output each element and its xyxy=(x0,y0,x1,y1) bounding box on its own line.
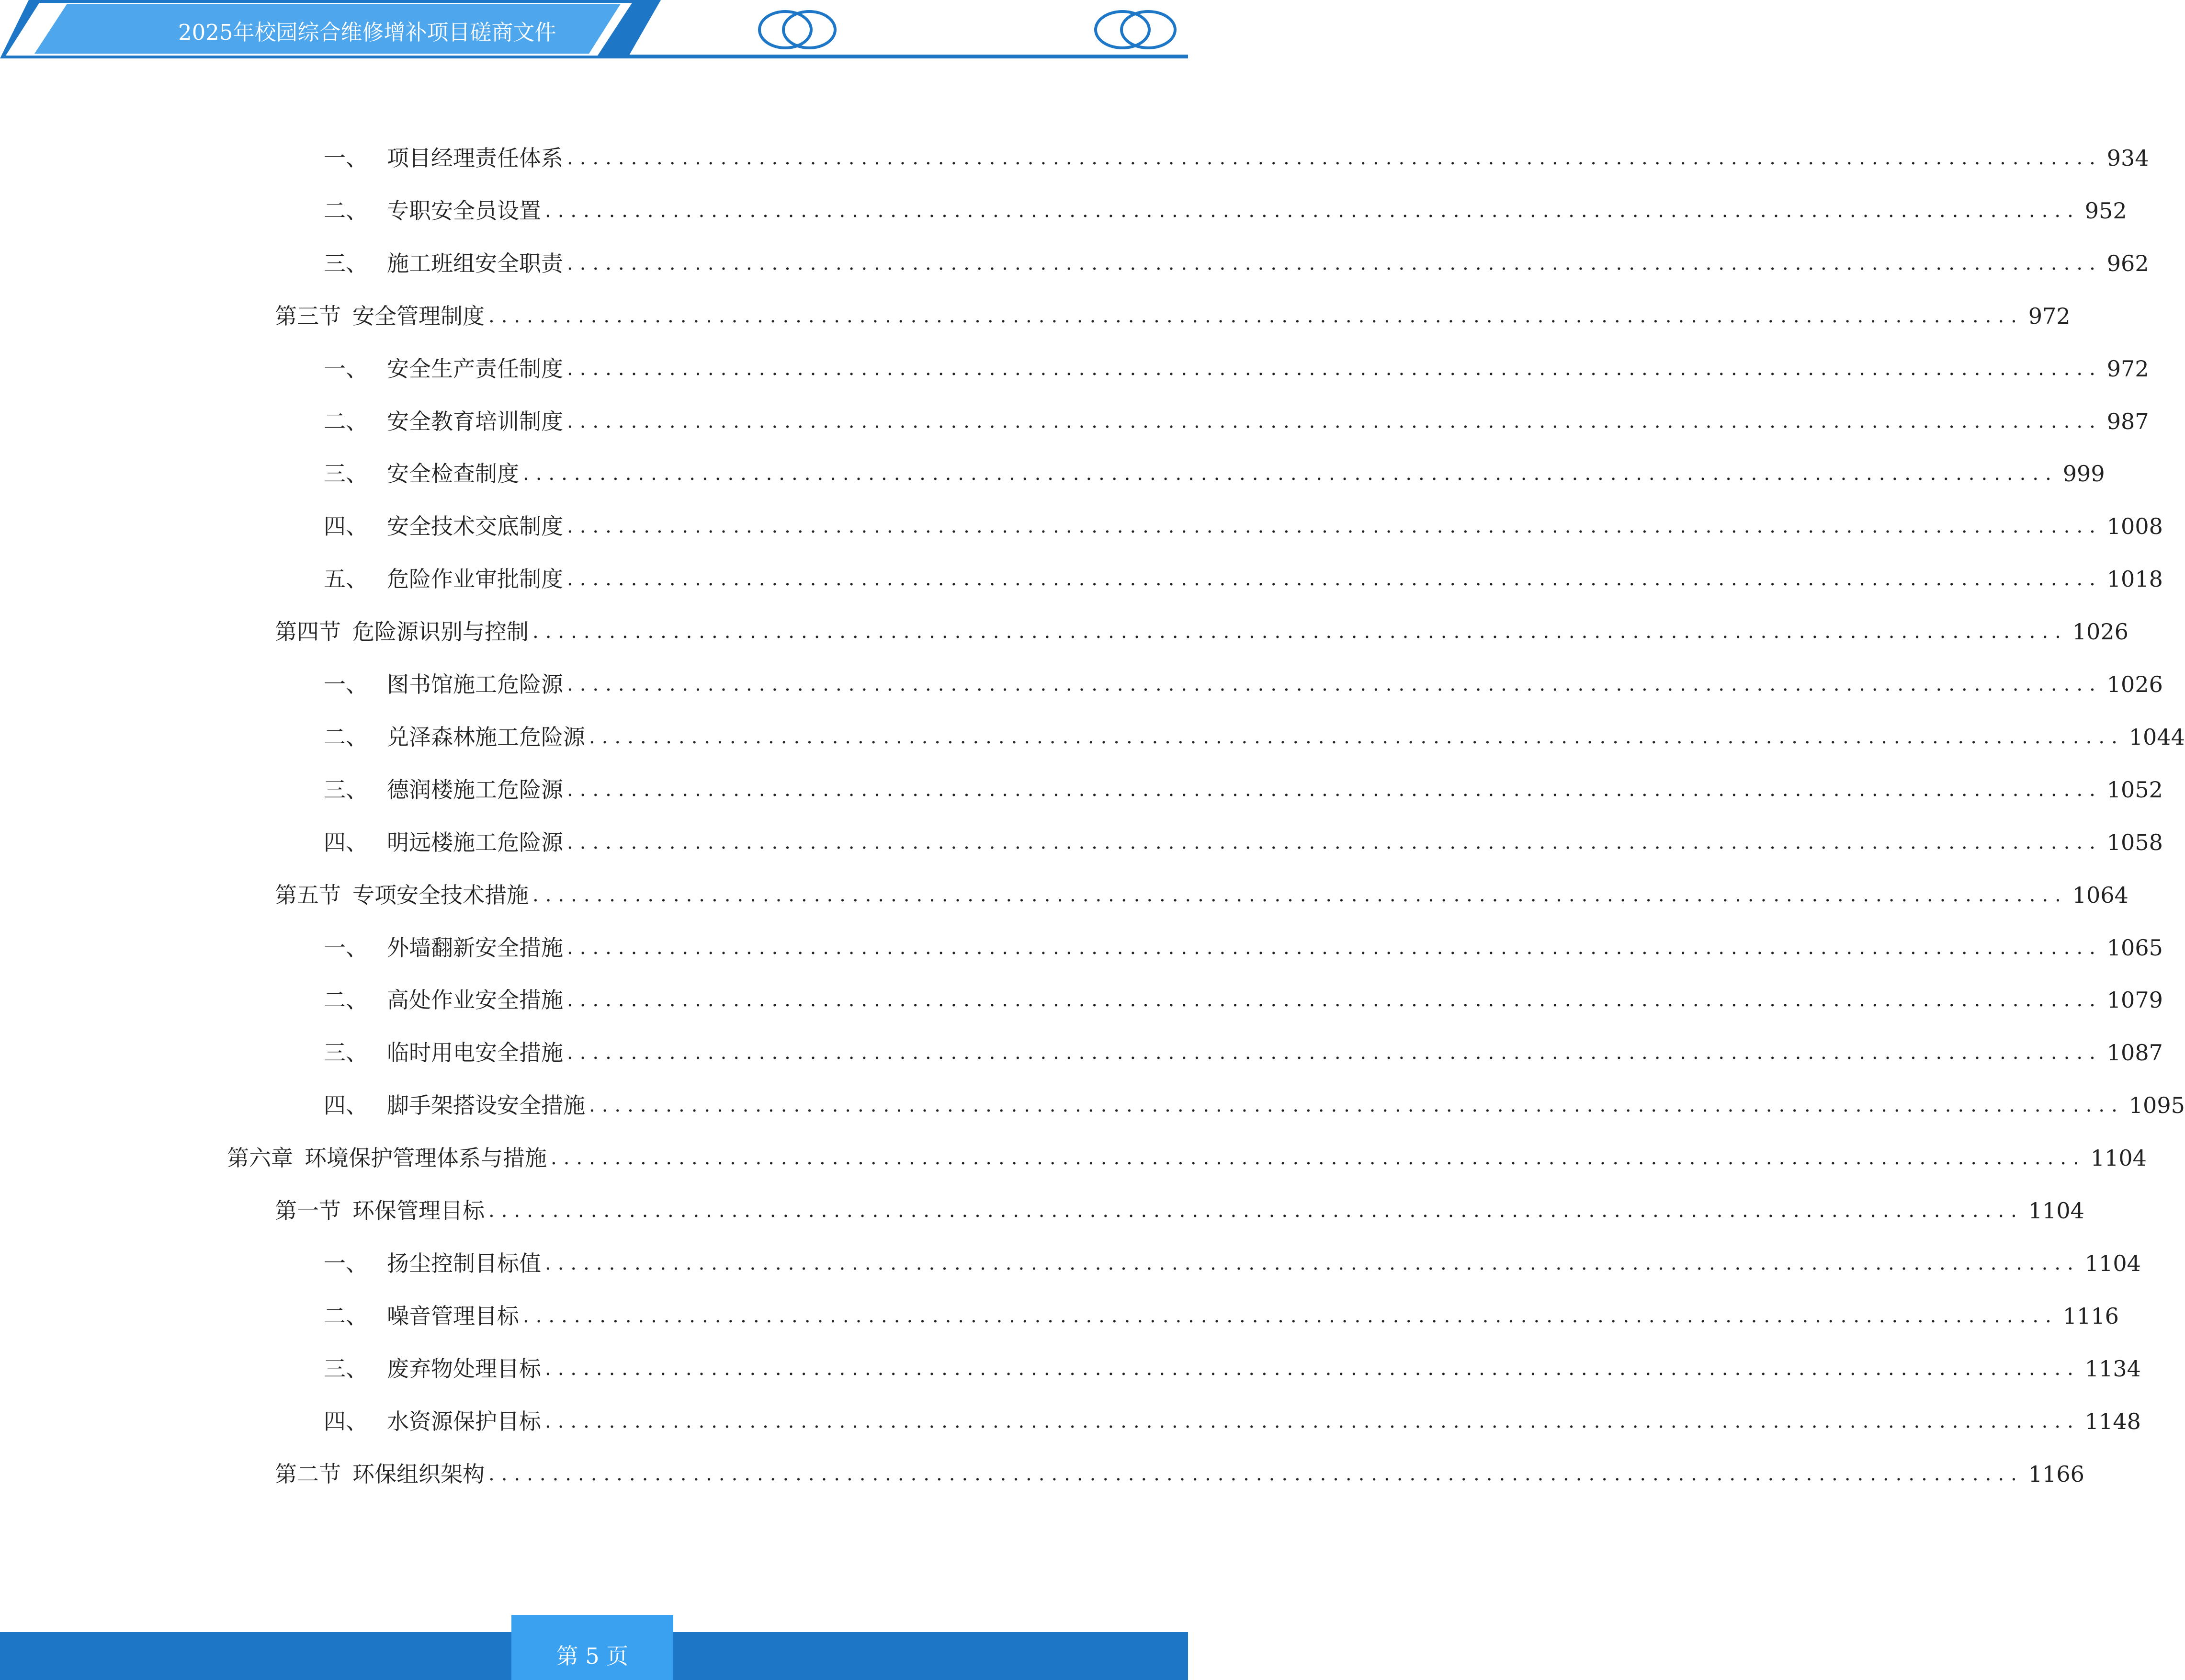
toc-entry[interactable] xyxy=(324,507,2163,541)
toc-dot-leader: ........................................................................................................................ xyxy=(567,252,2102,274)
toc-entry-page: 987 xyxy=(2106,409,2149,434)
toc-entry[interactable] xyxy=(324,1402,2141,1436)
toc-entry-number: 三、 xyxy=(324,1356,368,1382)
toc-entry-page: 1065 xyxy=(2106,935,2163,961)
toc-entry-title: 噪音管理目标 xyxy=(387,1303,519,1329)
toc-entry-number: 二、 xyxy=(324,409,368,434)
toc-entry[interactable] xyxy=(324,981,2163,1014)
toc-entry[interactable] xyxy=(324,350,2149,383)
toc-entry[interactable] xyxy=(324,1033,2163,1067)
toc-entry-title: 外墙翻新安全措施 xyxy=(387,935,563,961)
toc-entry-title: 扬尘控制目标值 xyxy=(387,1250,541,1276)
toc-entry-page: 962 xyxy=(2106,250,2149,276)
toc-entry-number: 四、 xyxy=(324,1408,368,1434)
toc-entry-number: 四、 xyxy=(324,1092,368,1118)
toc-entry-number: 三、 xyxy=(324,461,368,487)
toc-dot-leader: ........................................................................................................................ xyxy=(567,515,2102,537)
toc-entry-page: 972 xyxy=(2028,303,2071,329)
toc-dot-leader: ........................................................................................................................ xyxy=(589,726,2124,748)
toc-entry-page: 999 xyxy=(2062,461,2105,487)
toc-entry-number: 二、 xyxy=(324,198,368,224)
toc-entry-title: 兑泽森林施工危险源 xyxy=(387,724,585,750)
page-number: 第 5 页 xyxy=(556,1643,629,1669)
toc-entry[interactable] xyxy=(275,613,2128,646)
toc-dot-leader: ........................................................................................................................ xyxy=(545,200,2080,222)
toc-entry-page: 1018 xyxy=(2106,566,2163,592)
toc-entry-page: 1087 xyxy=(2106,1040,2163,1066)
toc-entry-page: 1104 xyxy=(2028,1198,2084,1224)
ring-logo-icon xyxy=(759,11,835,48)
page-header xyxy=(0,0,1188,62)
toc-entry[interactable] xyxy=(275,297,2071,330)
document-title: 2025年校园综合维修增补项目磋商文件 xyxy=(178,20,556,45)
toc-dot-leader: ........................................................................................................................ xyxy=(567,673,2102,695)
toc-dot-leader: ........................................................................................................................ xyxy=(567,358,2102,380)
toc-entry-page: 1026 xyxy=(2106,671,2163,697)
toc-entry-title: 废弃物处理目标 xyxy=(387,1356,541,1382)
toc-dot-leader: ........................................................................................................................ xyxy=(488,305,2024,327)
toc-entry-page: 1044 xyxy=(2128,724,2185,750)
toc-entry-page: 1166 xyxy=(2028,1461,2084,1487)
toc-entry-title: 危险作业审批制度 xyxy=(387,566,563,592)
toc-entry[interactable] xyxy=(324,771,2163,804)
toc-entry[interactable] xyxy=(324,1244,2141,1278)
toc-entry[interactable] xyxy=(324,244,2149,278)
toc-entry-page: 1104 xyxy=(2090,1145,2147,1171)
toc-entry-title: 施工班组安全职责 xyxy=(387,250,563,276)
toc-entry[interactable] xyxy=(324,1086,2185,1120)
toc-entry-number: 第一节 xyxy=(275,1198,341,1224)
toc-entry-page: 1104 xyxy=(2084,1250,2141,1276)
toc-dot-leader: ........................................................................................................................ xyxy=(567,831,2102,853)
toc-entry-title: 安全管理制度 xyxy=(352,303,485,329)
toc-dot-leader: ........................................................................................................................ xyxy=(488,1200,2024,1222)
toc-entry[interactable] xyxy=(324,402,2149,436)
ring-logo-icon-right xyxy=(1096,11,1175,48)
toc-entry-page: 1148 xyxy=(2084,1408,2141,1434)
toc-entry[interactable] xyxy=(324,560,2163,593)
toc-entry[interactable] xyxy=(324,718,2185,751)
toc-dot-leader: ........................................................................................................................ xyxy=(545,1358,2080,1380)
toc-entry-title: 项目经理责任体系 xyxy=(387,145,563,171)
toc-entry-number: 第三节 xyxy=(275,303,341,329)
toc-entry-page: 972 xyxy=(2106,356,2149,382)
toc-entry-title: 危险源识别与控制 xyxy=(352,619,529,645)
toc-entry[interactable] xyxy=(324,823,2163,857)
toc-entry-number: 二、 xyxy=(324,724,368,750)
toc-entry-number: 一、 xyxy=(324,1250,368,1276)
toc-entry-title: 环保组织架构 xyxy=(352,1461,485,1487)
toc-entry-title: 安全教育培训制度 xyxy=(387,409,563,434)
toc-dot-leader: ........................................................................................................................ xyxy=(567,937,2102,959)
toc-entry-number: 三、 xyxy=(324,777,368,803)
toc-entry-title: 专项安全技术措施 xyxy=(352,882,529,908)
toc-entry-number: 五、 xyxy=(324,566,368,592)
toc-entry[interactable] xyxy=(324,1297,2119,1330)
toc-entry-title: 德润楼施工危险源 xyxy=(387,777,563,803)
toc-entry-page: 1008 xyxy=(2106,513,2163,539)
toc-entry-number: 一、 xyxy=(324,145,368,171)
toc-entry[interactable] xyxy=(324,1350,2141,1383)
toc-dot-leader: ........................................................................................................................ xyxy=(589,1094,2124,1116)
toc-entry-title: 安全生产责任制度 xyxy=(387,356,563,382)
toc-entry-number: 三、 xyxy=(324,1040,368,1066)
toc-dot-leader: ........................................................................................................................ xyxy=(567,410,2102,432)
toc-entry-title: 高处作业安全措施 xyxy=(387,987,563,1013)
toc-entry-number: 二、 xyxy=(324,1303,368,1329)
toc-dot-leader: ........................................................................................................................ xyxy=(523,463,2058,485)
toc-entry-page: 1079 xyxy=(2106,987,2163,1013)
toc-entry[interactable] xyxy=(275,876,2128,909)
toc-dot-leader: ........................................................................................................................ xyxy=(532,884,2068,906)
toc-entry-title: 图书馆施工危险源 xyxy=(387,671,563,697)
toc-dot-leader: ........................................................................................................................ xyxy=(551,1147,2086,1169)
toc-entry-title: 脚手架搭设安全措施 xyxy=(387,1092,585,1118)
toc-entry[interactable] xyxy=(324,139,2149,172)
toc-entry-number: 二、 xyxy=(324,987,368,1013)
toc-entry-number: 一、 xyxy=(324,935,368,961)
toc-entry-number: 第五节 xyxy=(275,882,341,908)
toc-entry[interactable] xyxy=(275,1455,2084,1488)
toc-entry[interactable] xyxy=(324,929,2163,962)
toc-dot-leader: ........................................................................................................................ xyxy=(567,568,2102,590)
toc-entry-number: 一、 xyxy=(324,356,368,382)
toc-entry[interactable] xyxy=(324,665,2163,699)
toc-entry[interactable] xyxy=(324,454,2105,488)
toc-entry-number: 三、 xyxy=(324,250,368,276)
toc-entry-title: 临时用电安全措施 xyxy=(387,1040,563,1066)
toc-entry-number: 第二节 xyxy=(275,1461,341,1487)
toc-entry-page: 1134 xyxy=(2084,1356,2141,1382)
toc-dot-leader: ........................................................................................................................ xyxy=(545,1410,2080,1432)
toc-dot-leader: ........................................................................................................................ xyxy=(545,1252,2080,1274)
toc-entry-page: 1095 xyxy=(2128,1092,2185,1118)
toc-entry-number: 第六章 xyxy=(227,1145,293,1171)
toc-dot-leader: ........................................................................................................................ xyxy=(567,1042,2102,1064)
toc-dot-leader: ........................................................................................................................ xyxy=(488,1463,2024,1485)
toc-entry-page: 1116 xyxy=(2062,1303,2119,1329)
toc-entry-page: 952 xyxy=(2084,198,2127,224)
toc-entry-title: 安全技术交底制度 xyxy=(387,513,563,539)
toc-entry-number: 一、 xyxy=(324,671,368,697)
toc-entry-page: 1052 xyxy=(2106,777,2163,803)
toc-entry-number: 四、 xyxy=(324,829,368,855)
toc-entry[interactable] xyxy=(275,1192,2084,1225)
toc-entry-page: 1058 xyxy=(2106,829,2163,855)
toc-entry-title: 环境保护管理体系与措施 xyxy=(305,1145,547,1171)
toc-entry-number: 四、 xyxy=(324,513,368,539)
toc-entry-title: 水资源保护目标 xyxy=(387,1408,541,1434)
toc-entry-title: 明远楼施工危险源 xyxy=(387,829,563,855)
toc-entry-title: 安全检查制度 xyxy=(387,461,519,487)
toc-dot-leader: ........................................................................................................................ xyxy=(523,1305,2058,1327)
toc-entry-title: 专职安全员设置 xyxy=(387,198,541,224)
toc-dot-leader: ........................................................................................................................ xyxy=(567,989,2102,1011)
toc-entry-title: 环保管理目标 xyxy=(352,1198,485,1224)
toc-dot-leader: ........................................................................................................................ xyxy=(567,147,2102,169)
toc-entry-number: 第四节 xyxy=(275,619,341,645)
toc-entry-page: 1064 xyxy=(2072,882,2128,908)
toc-entry-page: 934 xyxy=(2106,145,2149,171)
toc-entry[interactable] xyxy=(324,192,2127,225)
toc-entry[interactable] xyxy=(227,1139,2147,1172)
toc-dot-leader: ........................................................................................................................ xyxy=(567,779,2102,801)
toc-dot-leader: ........................................................................................................................ xyxy=(532,621,2068,643)
toc-entry-page: 1026 xyxy=(2072,619,2128,645)
